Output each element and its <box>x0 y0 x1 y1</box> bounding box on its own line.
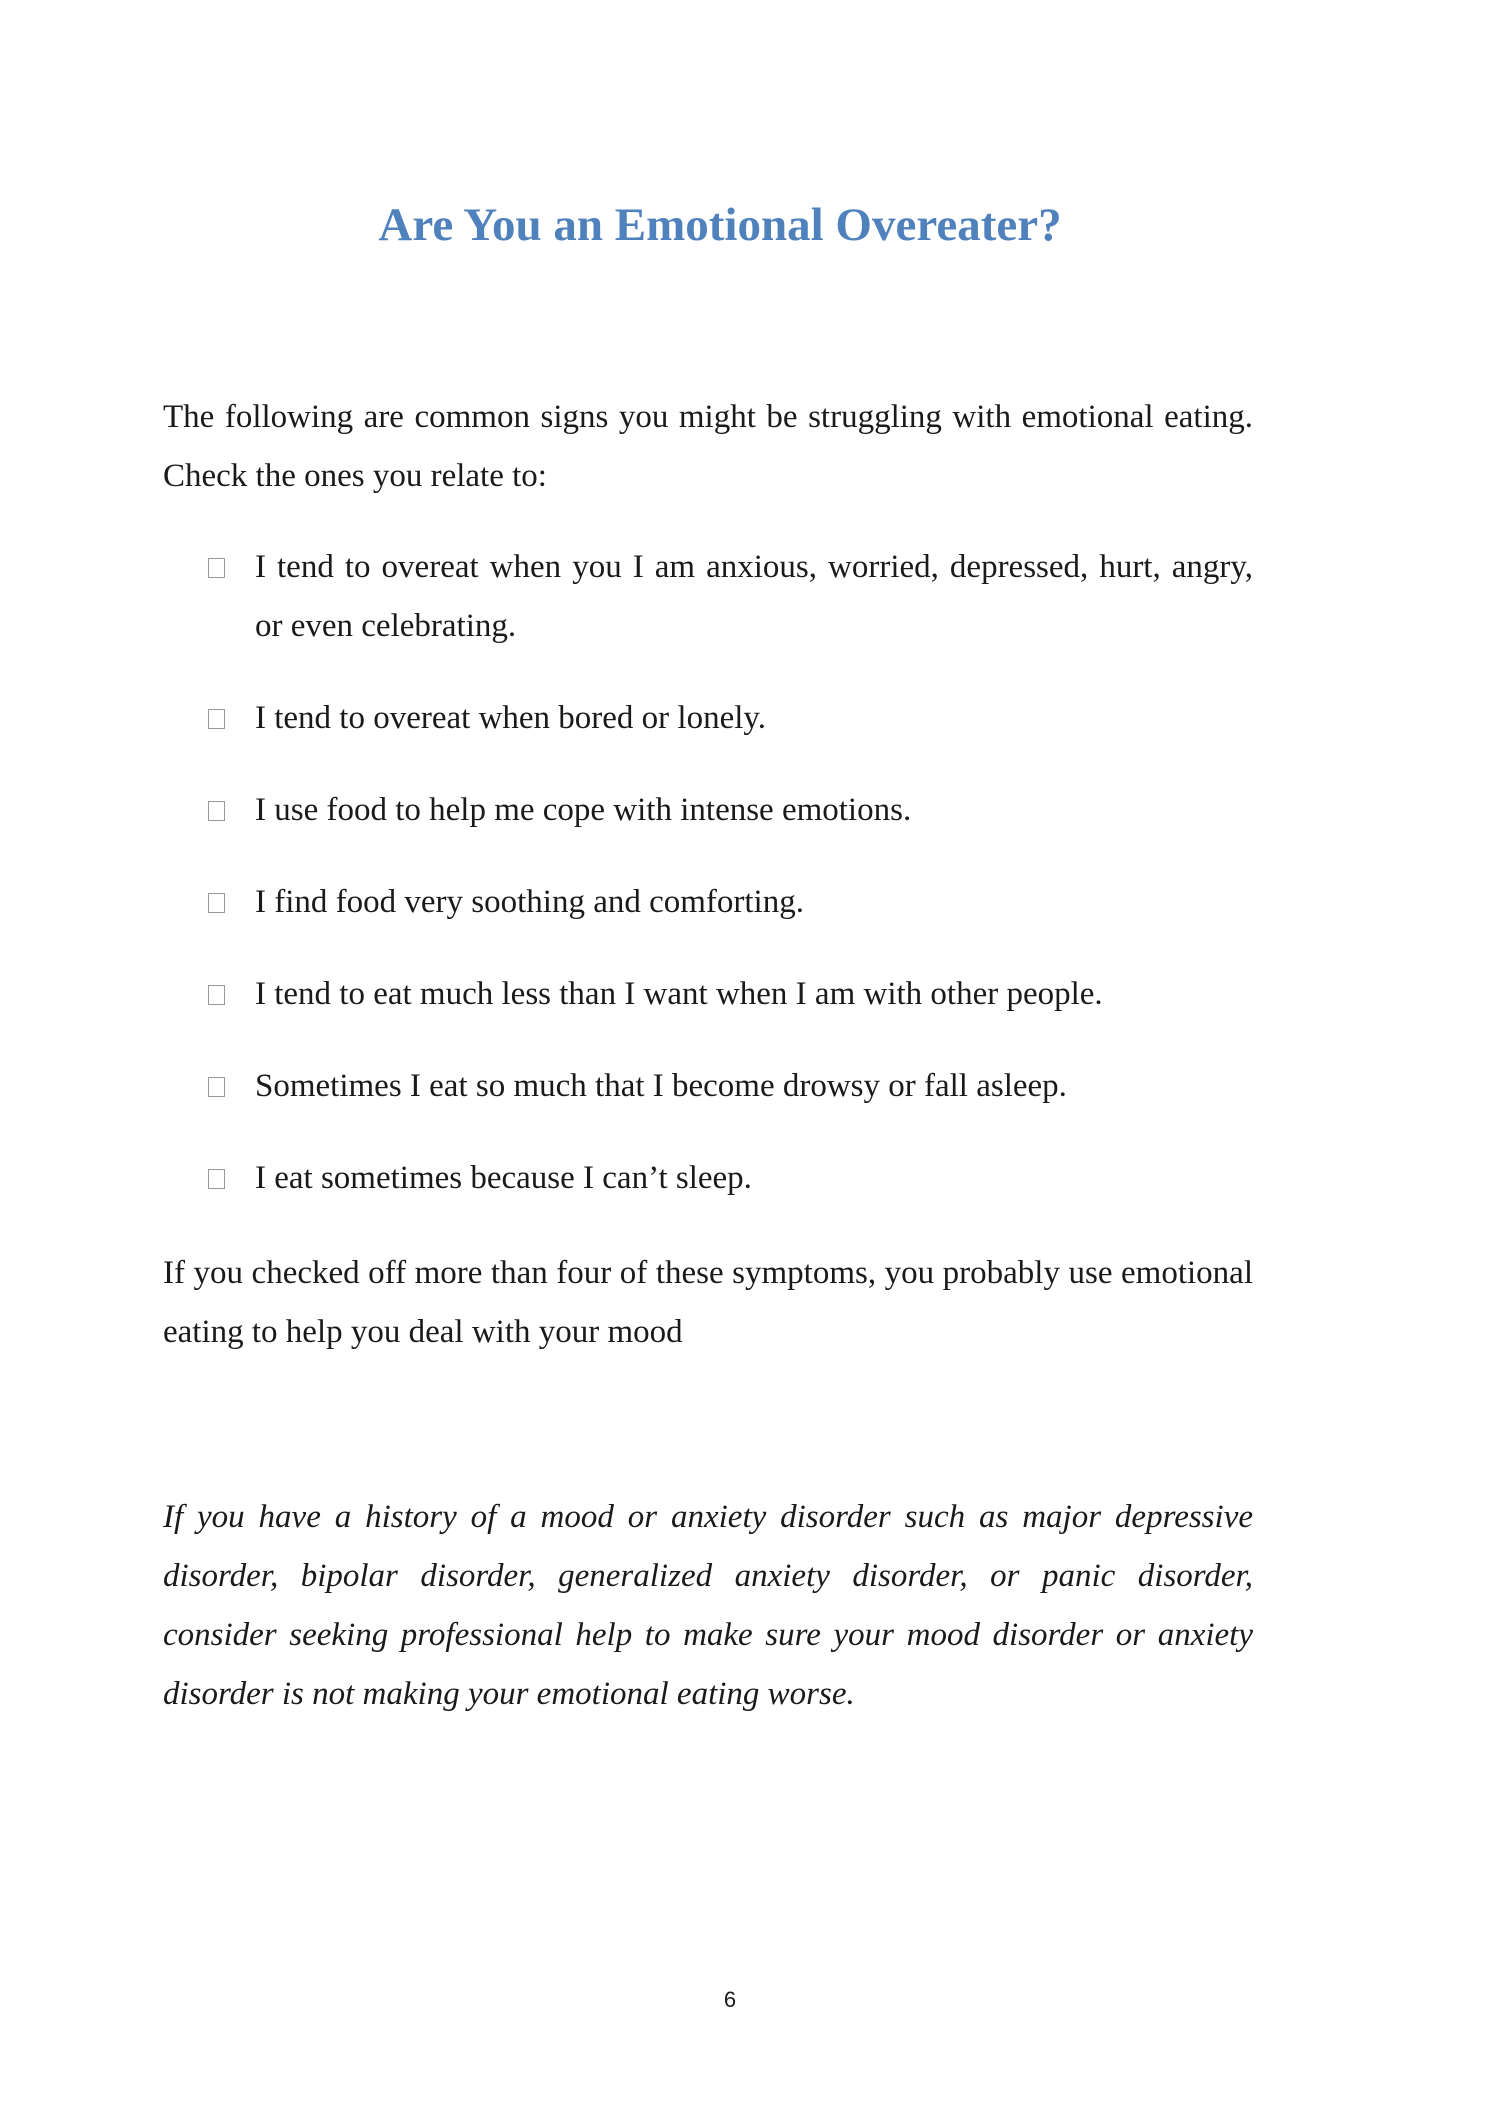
checklist-item-label: Sometimes I eat so much that I become drowsy or fall asleep. <box>255 1068 1067 1104</box>
page-title: Are You an Emotional Overeater? <box>378 199 1062 251</box>
page-number: 6 <box>723 1987 737 2012</box>
checkbox[interactable] <box>208 985 225 1005</box>
checkbox[interactable] <box>208 801 225 821</box>
checklist-item-label: I find food very soothing and comforting. <box>255 884 804 920</box>
checklist-item-label: I tend to eat much less than I want when I am with other people. <box>255 976 1103 1012</box>
checklist-item-label: I tend to overeat when you I am anxious, worried, depressed, hurt, angry, or even celebrating. <box>255 549 1253 644</box>
checklist-item-label: I use food to help me cope with intense emotions. <box>255 792 912 828</box>
checkbox[interactable] <box>208 709 225 729</box>
conclusion-paragraph: If you checked off more than four of these symptoms, you probably use emotional eating to help you deal with your mood <box>163 1255 1253 1350</box>
checklist-item-label: I tend to overeat when bored or lonely. <box>255 700 767 736</box>
checklist-item[interactable] <box>208 781 1253 840</box>
checklist-item[interactable] <box>208 873 1253 932</box>
checklist-item[interactable] <box>208 1149 1253 1208</box>
checklist-item[interactable] <box>208 1057 1253 1116</box>
checkbox[interactable] <box>208 1077 225 1097</box>
checkbox[interactable] <box>208 893 225 913</box>
checkbox[interactable] <box>208 558 225 578</box>
checklist-item-label: I eat sometimes because I can’t sleep. <box>255 1160 752 1196</box>
checkbox[interactable] <box>208 1169 225 1189</box>
intro-paragraph: The following are common signs you might be struggling with emotional eating. Check the ones you relate to: <box>163 399 1253 494</box>
professional-help-note: If you have a history of a mood or anxiety disorder such as major depressive disorder, bipolar disorder, generalized anxiety disorder, or panic disorder, consider seeking professional help to make sure your mood disorder or anxiety disorder is not making your emotional eating worse. <box>163 1499 1253 1712</box>
checklist-item[interactable] <box>208 689 1253 748</box>
checklist-item[interactable] <box>208 538 1253 656</box>
checklist-item[interactable] <box>208 965 1253 1024</box>
